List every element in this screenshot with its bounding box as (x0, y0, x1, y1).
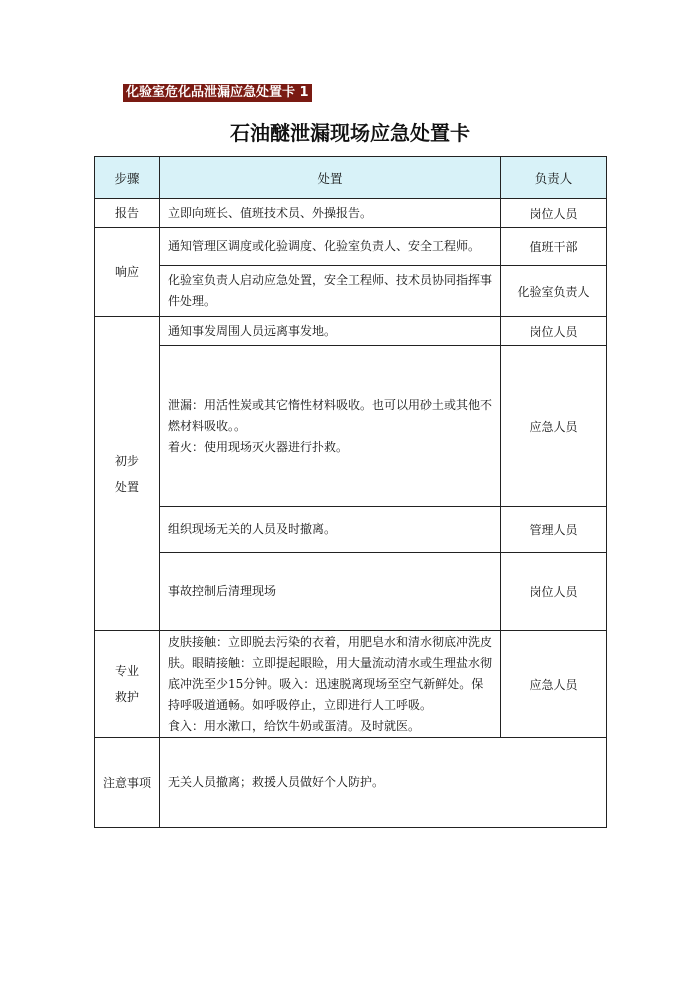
step-cell (95, 631, 160, 738)
emergency-procedure-table (94, 156, 607, 828)
responsible-cell: 值班干部 (501, 228, 607, 266)
table-row (95, 346, 607, 507)
responsible-cell: 应急人员 (501, 346, 607, 507)
responsible-cell: 岗位人员 (501, 317, 607, 346)
step-cell: 注意事项 (95, 738, 160, 828)
action-cell: 无关人员撤离；救援人员做好个人防护。 (160, 738, 607, 828)
fire-handling-text: 着火：使用现场灭火器进行扑救。 (168, 439, 349, 454)
step-label-line2: 处置 (114, 479, 139, 494)
header-action: 处置 (160, 157, 501, 199)
table-row (95, 507, 607, 553)
action-cell (160, 631, 501, 738)
action-cell: 立即向班长、值班技术员、外操报告。 (160, 199, 501, 228)
action-cell: 组织现场无关的人员及时撤离。 (160, 507, 501, 553)
table-row (95, 228, 607, 266)
responsible-cell: 岗位人员 (501, 553, 607, 631)
step-cell: 报告 (95, 199, 160, 228)
action-cell: 化验室负责人启动应急处置，安全工程师、技术员协同指挥事件处理。 (160, 266, 501, 317)
action-cell: 通知事发周围人员远离事发地。 (160, 317, 501, 346)
leak-handling-text: 泄漏：用活性炭或其它惰性材料吸收。也可以用砂土或其他不燃材料吸收。。 (168, 397, 493, 433)
responsible-cell: 应急人员 (501, 631, 607, 738)
table-row (95, 317, 607, 346)
action-cell (160, 346, 501, 507)
step-cell (95, 317, 160, 631)
step-cell: 响应 (95, 228, 160, 317)
header-step: 步骤 (95, 157, 160, 199)
ingestion-text: 食入：用水漱口，给饮牛奶或蛋清。及时就医。 (168, 718, 421, 733)
document-title: 石油醚泄漏现场应急处置卡 (230, 121, 470, 145)
table-header-row (95, 157, 607, 199)
table-row (95, 631, 607, 738)
responsible-cell: 化验室负责人 (501, 266, 607, 317)
card-header-tag: 化验室危化品泄漏应急处置卡 1 (123, 84, 312, 102)
first-aid-text: 皮肤接触：立即脱去污染的衣着，用肥皂水和清水彻底冲洗皮肤。眼睛接触：立即提起眼睑，用大量流动清水或生理盐水彻底冲洗至少15分钟。吸入：迅速脱离现场至空气新鲜处。保持呼吸道通畅。如呼吸停止，立即进行人工呼吸。 (168, 634, 493, 712)
responsible-cell: 岗位人员 (501, 199, 607, 228)
table-row (95, 553, 607, 631)
table-row (95, 266, 607, 317)
step-label-line1: 专业 (114, 664, 139, 678)
table-row (95, 738, 607, 828)
step-label-line2: 救护 (114, 690, 139, 704)
header-responsible: 负责人 (501, 157, 607, 199)
responsible-cell: 管理人员 (501, 507, 607, 553)
action-cell: 事故控制后清理现场 (160, 553, 501, 631)
step-label-line1: 初步 (114, 453, 139, 468)
action-cell: 通知管理区调度或化验调度、化验室负责人、安全工程师。 (160, 228, 501, 266)
table-row (95, 199, 607, 228)
